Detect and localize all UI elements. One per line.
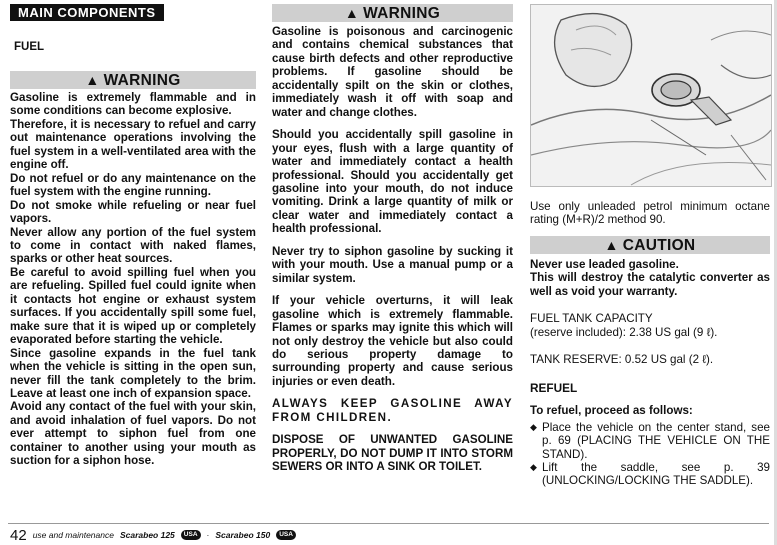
refuel-heading: REFUEL xyxy=(530,380,578,395)
warning-paragraph: Since gasoline expands in the fuel tank when the vehicle is sitting in the open sun, never fill the tank completely to the brim. Leave at least one inch of expansion space. xyxy=(10,346,256,400)
warning-paragraph: Do not refuel or do any maintenance on the fuel system with the engine running. xyxy=(10,171,256,199)
model-name-1: Scarabeo 125 xyxy=(119,530,175,540)
tank-capacity-value: (reserve included): 2.38 US gal (9 ℓ). xyxy=(530,325,718,339)
tank-capacity xyxy=(530,312,770,339)
page-footer xyxy=(10,528,296,542)
footer-divider xyxy=(8,523,769,524)
manual-label: use and maintenance xyxy=(32,530,114,540)
warning-label: WARNING xyxy=(103,72,181,89)
warning-paragraph: Therefore, it is necessary to refuel and carry out maintenance operations involving the fuel system in a well-ventilated area with the engine off. xyxy=(10,117,256,172)
caution-body xyxy=(530,258,770,298)
warning-paragraph: Gasoline is extremely flammable and in some conditions can become explosive. xyxy=(10,91,256,118)
caution-label: CAUTION xyxy=(622,236,696,254)
warning-triangle-icon: ▲ xyxy=(344,5,360,21)
warning-paragraph: Gasoline is poisonous and carcinogenic and contains chemical substances that cause birth defects and other reproductive problems. If gasoline should be accidentally spilt on the skin or clothes, immediately wash it off with soap and water and change clothes. xyxy=(272,25,513,119)
column-middle xyxy=(272,4,513,474)
fuel-cap-illustration xyxy=(530,4,772,187)
caution-line: Never use leaded gasoline. xyxy=(530,257,679,271)
warning-paragraph: Do not smoke while refueling or near fuel vapors. xyxy=(10,198,256,226)
section-tab: MAIN COMPONENTS xyxy=(10,4,164,21)
warning-paragraph: Be careful to avoid spilling fuel when you are refueling. Spilled fuel could ignite when it contacts hot engine or exhaust system surfaces. If you accidentally spill some fuel, make sure that it is wiped up or completely evaporated before starting the vehicle. xyxy=(10,265,256,347)
warning-label: WARNING xyxy=(363,5,441,22)
children-warning: ALWAYS KEEP GASOLINE AWAY FROM CHILDREN. xyxy=(272,397,513,424)
refuel-step: ◆ Lift the saddle, see p. 39 (UNLOCKING/LOCKING THE SADDLE). xyxy=(530,461,770,488)
fuel-subheading: FUEL xyxy=(14,41,45,53)
octane-text: Use only unleaded petrol minimum octane rating (M+R)/2 method 90. xyxy=(530,200,770,227)
warning-body-middle xyxy=(272,25,513,474)
column-right xyxy=(530,4,770,488)
warning-paragraph: Never allow any portion of the fuel system to come in contact with naked flames, sparks or other heat sources. xyxy=(10,225,256,266)
caution-banner xyxy=(530,236,770,254)
page-number: 42 xyxy=(10,526,27,544)
warning-triangle-icon: ▲ xyxy=(85,72,100,88)
model-name-2: Scarabeo 150 xyxy=(215,530,271,540)
warning-paragraph: If your vehicle overturns, it will leak gasoline which is extremely flammable. Flames or sparks may ignite this which will not only destroy the vehicle but also could do serious property damage to surrounding property and cause serious injuries or even death. xyxy=(272,294,513,388)
scooter-fuel-cap-drawing xyxy=(531,5,771,186)
warning-body-left xyxy=(10,91,256,468)
refuel-intro: To refuel, proceed as follows: xyxy=(530,403,693,417)
warning-paragraph: Should you accidentally spill gasoline in your eyes, flush with a large quantity of water and immediately contact a health professional. Should you accidentally get gasoline into your mouth, do not induce vomiting. Drink a large quantity of milk or clear water and immediately contact a health professional. xyxy=(272,128,513,236)
usa-badge: USA xyxy=(276,530,296,540)
warning-banner xyxy=(10,71,256,89)
tank-reserve: TANK RESERVE: 0.52 US gal (2 ℓ). xyxy=(530,353,714,367)
warning-triangle-icon: ▲ xyxy=(604,236,619,253)
refuel-step: ◆ Place the vehicle on the center stand, see p. 69 (PLACING THE VEHICLE ON THE STAND). xyxy=(530,421,770,461)
disposal-warning: DISPOSE OF UNWANTED GASOLINE PROPERLY, DO NOT DUMP IT INTO STORM SEWERS OR INTO A SINK OR TOILET. xyxy=(272,433,513,474)
caution-line: This will destroy the catalytic converter as well as void your warranty. xyxy=(530,271,770,298)
column-left xyxy=(10,4,256,468)
usa-badge: USA xyxy=(181,530,201,540)
warning-paragraph: Avoid any contact of the fuel with your skin, and avoid inhalation of fuel vapors. Do not ever attempt to siphon fuel from one container to another using your mouth as suction for a siphon hose. xyxy=(10,400,256,468)
refuel-steps xyxy=(530,421,770,488)
warning-banner xyxy=(272,4,513,22)
tank-capacity-title: FUEL TANK CAPACITY xyxy=(530,312,653,326)
footer-separator: · xyxy=(206,530,210,540)
warning-paragraph: Never try to siphon gasoline by sucking it with your mouth. Use a manual pump or a similar system. xyxy=(272,244,513,285)
